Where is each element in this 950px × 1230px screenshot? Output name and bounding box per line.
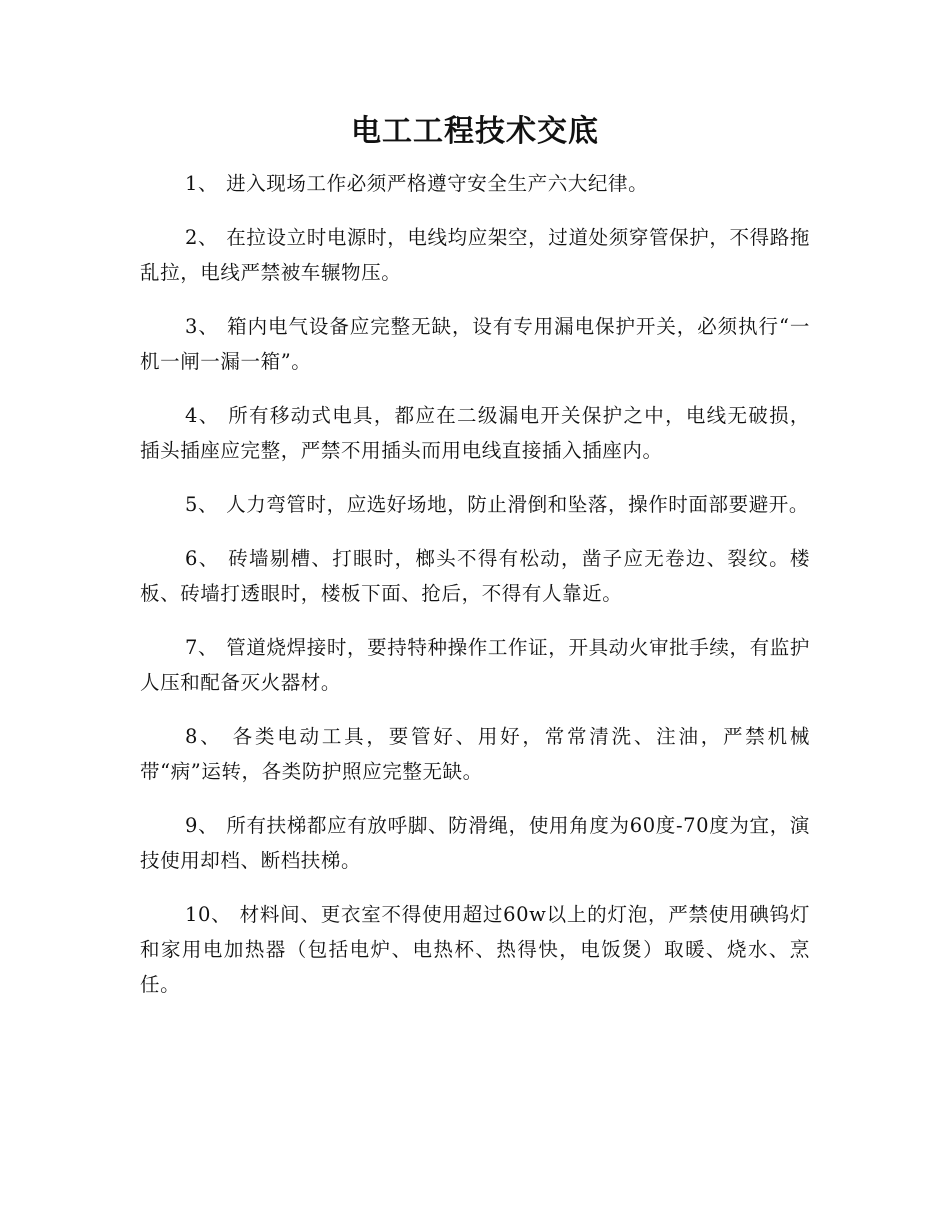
item-number: 1、: [185, 172, 219, 195]
document-body: [140, 166, 810, 1021]
item-number: 3、: [185, 315, 219, 338]
list-item: [140, 630, 810, 700]
list-item: [140, 487, 810, 522]
item-number: 7、: [185, 636, 219, 659]
item-number: 8、: [185, 725, 223, 748]
item-text: 材料间、更衣室不得使用超过60w以上的灯泡，严禁使用碘钨灯和家用电加热器（包括电炉、电热杯、热得快，电饭煲）取暖、烧水、烹任。: [140, 903, 810, 996]
item-number: 4、: [185, 404, 220, 427]
list-item: [140, 166, 810, 201]
document-title: 电工工程技术交底: [351, 114, 599, 149]
list-item: [140, 808, 810, 878]
list-item: [140, 220, 810, 290]
item-number: 5、: [185, 493, 219, 516]
item-text: 在拉设立时电源时，电线均应架空，过道处须穿管保护，不得路拖乱拉，电线严禁被车辗物压。: [140, 226, 810, 284]
list-item: [140, 398, 810, 468]
item-number: 10、: [185, 903, 232, 926]
item-text: 各类电动工具，要管好、用好，常常清洗、注油，严禁机械带“病”运转，各类防护照应完整无缺。: [140, 725, 810, 783]
item-text: 人力弯管时，应选好场地，防止滑倒和坠落，操作时面部要避开。: [226, 493, 810, 516]
list-item: [140, 309, 810, 379]
item-text: 进入现场工作必须严格遵守安全生产六大纪律。: [226, 172, 649, 195]
item-number: 2、: [185, 226, 219, 249]
item-text: 砖墙剔槽、打眼时，榔头不得有松动，凿子应无卷边、裂纹。楼板、砖墙打透眼时，楼板下面、抢后，不得有人靠近。: [140, 547, 810, 605]
item-number: 6、: [185, 547, 220, 570]
item-text: 所有扶梯都应有放呼脚、防滑绳，使用角度为60度-70度为宜，演技使用却档、断档扶梯。: [140, 814, 810, 872]
list-item: [140, 719, 810, 789]
item-text: 管道烧焊接时，要持特种操作工作证，开具动火审批手续，有监护人压和配备灭火器材。: [140, 636, 810, 694]
item-number: 9、: [185, 814, 219, 837]
list-item: [140, 541, 810, 611]
item-text: 所有移动式电具，都应在二级漏电开关保护之中，电线无破损， 插头插座应完整，严禁不用插头而用电线直接插入插座内。: [140, 404, 810, 462]
item-text: 箱内电气设备应完整无缺，设有专用漏电保护开关，必须执行“一机一闸一漏一箱”。: [140, 315, 811, 373]
list-item: [140, 897, 810, 1002]
